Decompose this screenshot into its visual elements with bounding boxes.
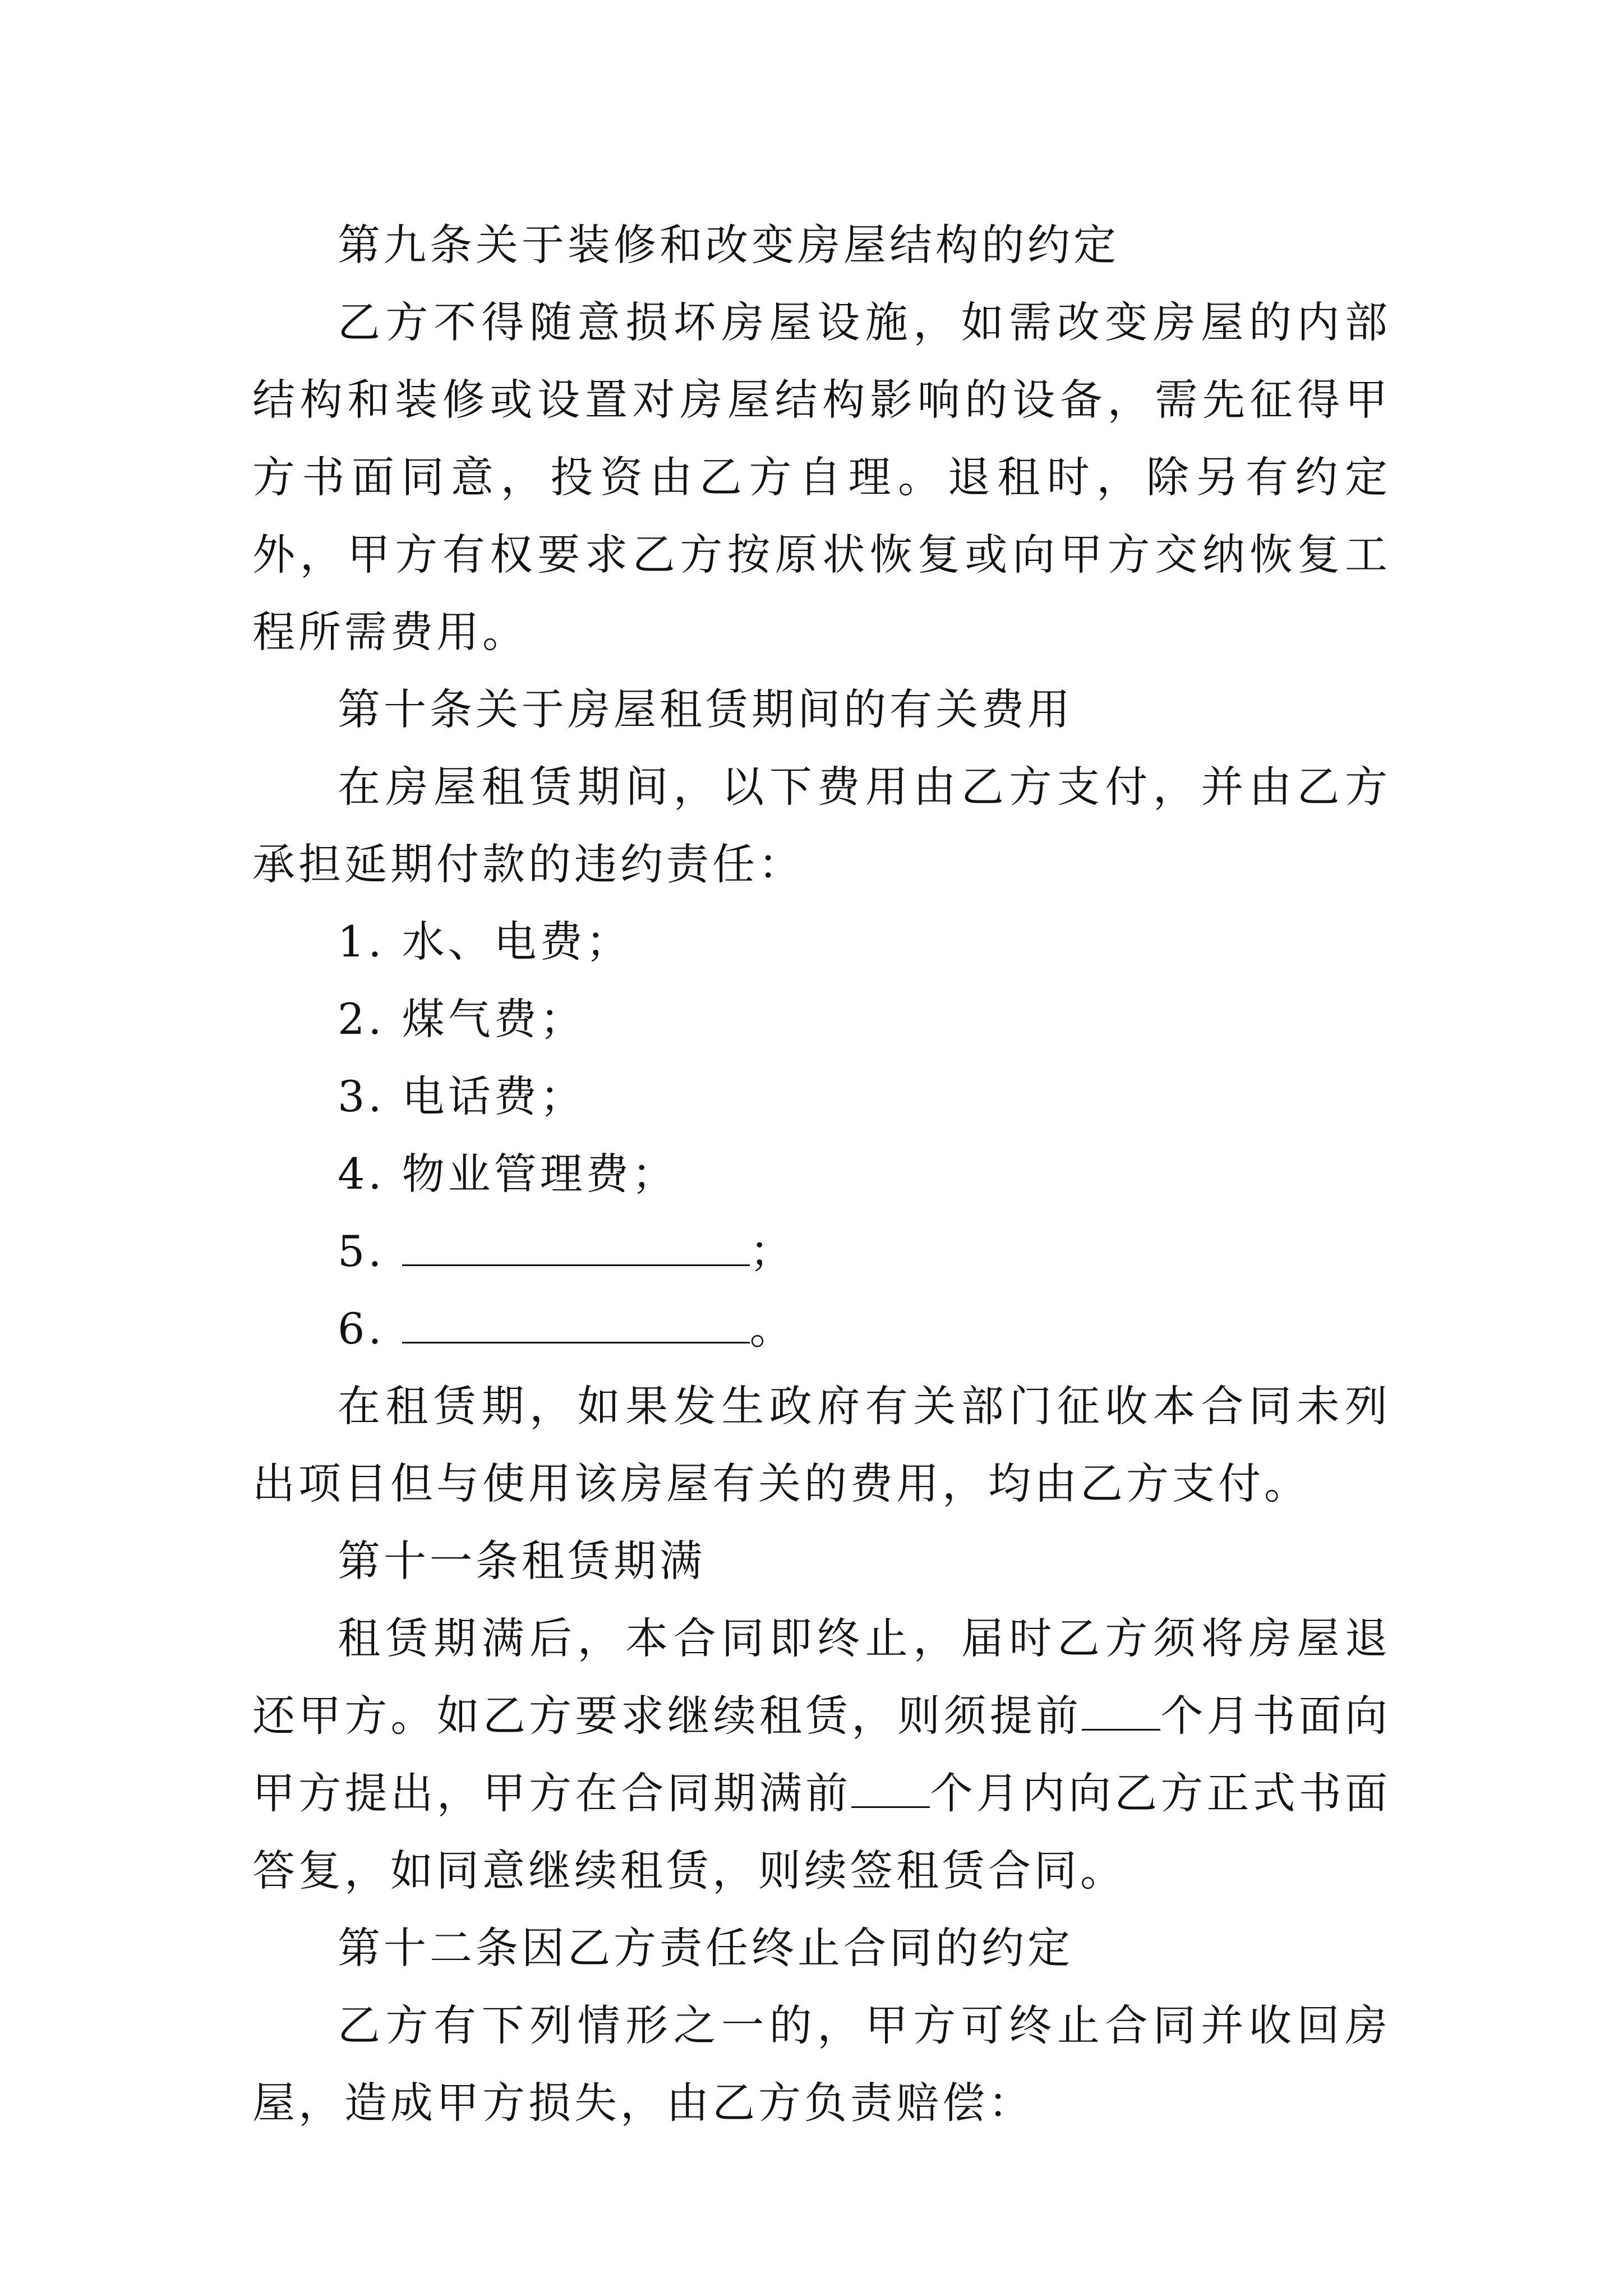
fill-in-blank (402, 1303, 750, 1343)
article-9-body: 乙方不得随意损坏房屋设施，如需改变房屋的内部结构和装修或设置对房屋结构影响的设备，需先征得甲方书面同意，投资由乙方自理。退租时，除另有约定外，甲方有权要求乙方按原状恢复或向甲方交纳恢复工程所需费用。 (252, 297, 1391, 657)
list-item-6-end: 。 (749, 1304, 796, 1354)
article-12-title: 第十二条因乙方责任终止合同的约定 (338, 1923, 1073, 1973)
document-body (252, 206, 1391, 2142)
list-item-4: 4. 物业管理费； (338, 1149, 678, 1199)
article-11-text-3: 个月内向乙方正式书面答复，如同意继续租赁，则续签租赁合同。 (252, 1768, 1391, 1895)
fill-in-blank (851, 1767, 930, 1808)
fill-in-blank (1082, 1690, 1160, 1731)
article-11-text-2: 个月书面向甲方提出，甲方在合同期满前 (252, 1691, 1391, 1818)
article-10-note: 在租赁期，如果发生政府有关部门征收本合同未列出项目但与使用该房屋有关的费用，均由乙方支付。 (252, 1381, 1391, 1508)
list-item-6 (252, 1290, 1391, 1368)
article-9-title: 第九条关于装修和改变房屋结构的约定 (338, 220, 1119, 270)
fill-in-blank (402, 1225, 750, 1266)
list-item-1: 1. 水、电费； (338, 917, 632, 967)
list-item-5-number: 5. (338, 1226, 402, 1276)
list-item-6-number: 6. (338, 1304, 402, 1354)
article-10-title: 第十条关于房屋租赁期间的有关费用 (338, 684, 1073, 734)
list-item-5 (252, 1213, 1391, 1290)
list-item-3: 3. 电话费； (338, 1071, 586, 1121)
list-item-5-end: ； (749, 1226, 796, 1276)
list-item-2: 2. 煤气费； (338, 994, 586, 1044)
article-12-body: 乙方有下列情形之一的，甲方可终止合同并收回房屋，造成甲方损失，由乙方负责赔偿： (252, 2000, 1391, 2128)
article-11-body (252, 1600, 1391, 1910)
article-10-intro: 在房屋租赁期间，以下费用由乙方支付，并由乙方承担延期付款的违约责任： (252, 762, 1391, 889)
article-11-title: 第十一条租赁期满 (338, 1536, 706, 1586)
article-11-text-1: 租赁期满后，本合同即终止，届时乙方须将房屋退还甲方。如乙方要求继续租赁，则须提前 (252, 1613, 1391, 1741)
